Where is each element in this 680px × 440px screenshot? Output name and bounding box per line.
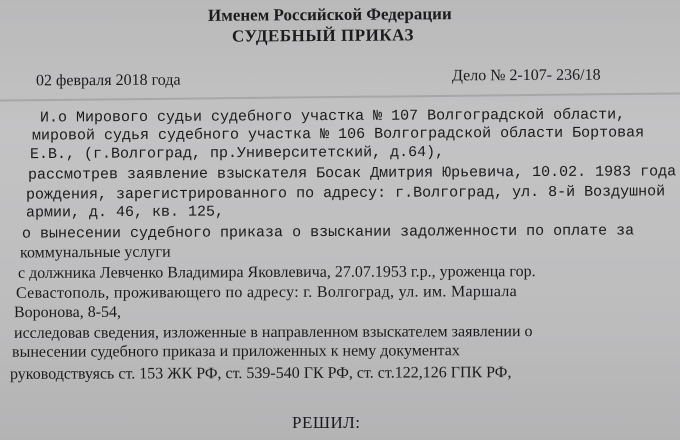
body-line-11: Воронова, 8-54,	[13, 303, 122, 322]
body-line-10: Севастополь, проживающего по адресу: г. Волгоград, ул. им. Маршала	[15, 283, 518, 302]
body-line-8: коммунальные услуги	[19, 243, 171, 262]
body-line-13: вынесении судебного приказа и приложенных к нему документах	[11, 342, 460, 361]
body-line-12: исследовав сведения, изложенные в направленном взыскателем заявлении о	[13, 323, 533, 342]
body-line-4: рассмотрев заявление взыскателя Босак Дмитрия Юрьевича, 10.02. 1983 года	[27, 163, 677, 184]
body-line-7: о вынесении судебного приказа о взыскании задолженности по оплате за	[21, 222, 635, 243]
case-number: Дело № 2-107- 236/18	[451, 66, 601, 85]
decision-heading: РЕШИЛ:	[292, 413, 361, 432]
body-line-6: армии, д. 46, кв. 125,	[25, 203, 225, 222]
document-date: 02 февраля 2018 года	[35, 71, 181, 90]
body-line-5: рождения, зарегистрированного по адресу: г.Волгоград, ул. 8-й Воздушной	[25, 183, 666, 204]
body-line-3: Е.В., (г.Волгоград, пр.Университетский, д.64),	[29, 143, 445, 164]
body-line-9: с должника Левченко Владимира Яковлевича, 27.07.1953 г.р., уроженца гор.	[17, 263, 536, 282]
body-line-14: руководствуясь ст. 153 ЖК РФ, ст. 539-540 ГК РФ, ст. ст.122,126 ГПК РФ,	[9, 364, 512, 383]
body-line-2: мировой судья судебного участка № 106 Волгоградской области Бортовая	[31, 124, 645, 145]
header-russian-federation: Именем Российской Федерации	[207, 4, 452, 25]
header-court-order-title: СУДЕБНЫЙ ПРИКАЗ	[231, 25, 415, 46]
body-line-1: И.о Мирового судьи судебного участка № 107 Волгоградской области,	[39, 106, 626, 127]
